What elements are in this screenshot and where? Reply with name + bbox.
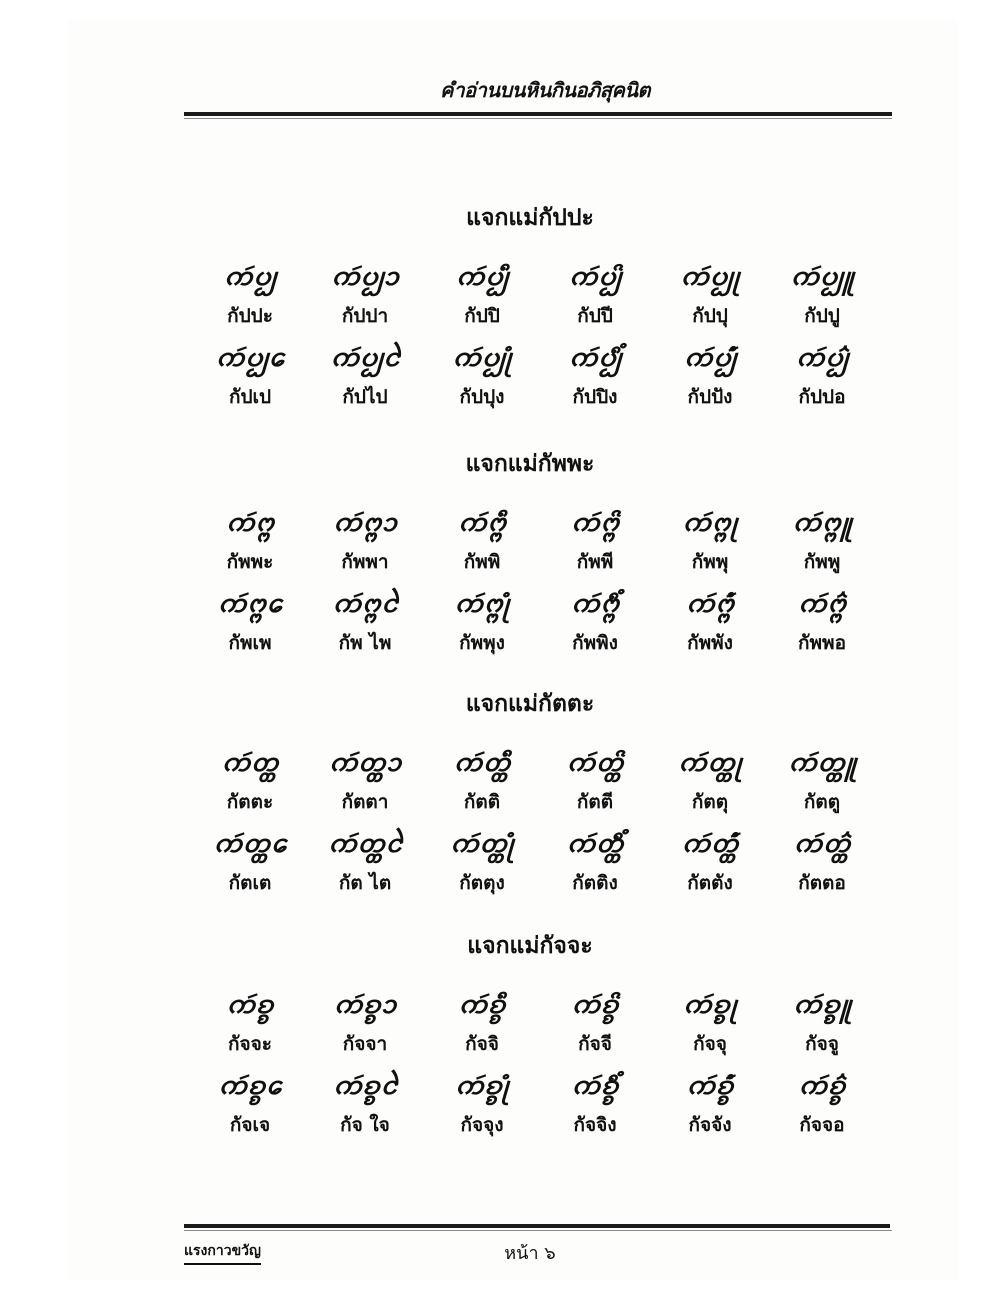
page-number: หน้า ๖	[504, 1243, 556, 1264]
syllable-cell	[660, 501, 760, 581]
tai-tham-script: ᨠᩢᨻ᩠ᨻᩩᩴ	[454, 589, 510, 618]
syllable-cell	[200, 255, 300, 335]
thai-transliteration: กัตตู	[803, 791, 841, 813]
tai-tham-script: ᨠᩢᨧ᩠ᨧᩳ	[798, 1071, 846, 1100]
thai-transliteration: กัตตี	[576, 791, 614, 813]
thai-transliteration: กัพพัง	[687, 632, 733, 654]
tai-tham-script: ᨠᩢᨻ᩠ᨻᩪ	[792, 508, 852, 537]
thai-transliteration: กัปปิง	[572, 386, 618, 408]
thai-transliteration: กัปปุง	[459, 386, 505, 408]
tai-tham-script: ᨠᩢᨷ᩠ᨷᩱ	[330, 343, 400, 372]
syllable-cell	[432, 822, 532, 902]
syllable-cell	[660, 983, 760, 1063]
tai-tham-script: ᨠᩢᨧ᩠ᨧ	[226, 990, 274, 1019]
thai-transliteration: กัพพา	[341, 551, 389, 573]
syllable-cell	[772, 255, 872, 335]
syllable-cell	[545, 983, 645, 1063]
syllable-row	[200, 741, 880, 821]
thai-transliteration: กัปปี	[577, 305, 613, 327]
syllable-cell	[772, 582, 872, 662]
syllable-cell	[660, 255, 760, 335]
syllable-cell	[315, 336, 415, 416]
thai-transliteration: กัปปิ	[464, 305, 500, 327]
tai-tham-script: ᨠᩢᨻ᩠ᨻᩳ	[797, 589, 847, 618]
syllable-cell	[200, 1064, 300, 1144]
syllable-row	[200, 822, 880, 902]
thai-transliteration: กัจเจ	[229, 1114, 271, 1136]
syllable-cell	[545, 822, 645, 902]
tai-tham-script: ᨠᩢᨻ᩠ᨻᩦ	[570, 508, 620, 537]
tai-tham-script: ᨠᩢᨲ᩠ᨲᩳ	[793, 829, 851, 858]
tai-tham-script: ᨠᩢᨲ᩠ᨲᩩ	[677, 748, 743, 777]
section-title: แจกแม่กัพพะ	[465, 451, 595, 477]
section-title: แจกแม่กัปปะ	[466, 205, 594, 231]
syllable-cell	[432, 336, 532, 416]
syllable-cell	[315, 1064, 415, 1144]
syllable-cell	[772, 822, 872, 902]
thai-transliteration: กัปปุ	[692, 305, 728, 327]
tai-tham-script: ᨠᩢᨲ᩠ᨲ	[221, 748, 279, 777]
thai-transliteration: กัพพี	[576, 551, 614, 573]
thai-transliteration: กัจจุ	[693, 1033, 727, 1055]
syllable-cell	[545, 501, 645, 581]
syllable-cell	[772, 983, 872, 1063]
tai-tham-script: ᨠᩢᨲ᩠ᨲᩢᩴ	[681, 829, 739, 858]
syllable-cell	[545, 336, 645, 416]
thai-transliteration: กัตติง	[572, 872, 618, 894]
footer-rule	[184, 1224, 890, 1228]
syllable-cell	[200, 822, 300, 902]
syllable-cell	[432, 501, 532, 581]
thai-transliteration: กัตตะ	[226, 791, 274, 813]
tai-tham-script: ᨠᩢᨧ᩠ᨧᩦ	[571, 990, 619, 1019]
syllable-cell	[315, 822, 415, 902]
syllable-cell	[315, 501, 415, 581]
tai-tham-script: ᨠᩢᨲ᩠ᨲᩮ	[213, 829, 287, 858]
syllable-cell	[315, 983, 415, 1063]
syllable-cell	[772, 336, 872, 416]
tai-tham-script: ᨠᩢᨧ᩠ᨧᩩᩴ	[454, 1071, 510, 1100]
syllable-cell	[545, 582, 645, 662]
syllable-cell	[200, 741, 300, 821]
thai-transliteration: กัพพู	[803, 551, 841, 573]
thai-transliteration: กัพพิ	[463, 551, 501, 573]
thai-transliteration: กัพพุง	[459, 632, 505, 654]
syllable-cell	[660, 822, 760, 902]
syllable-row	[200, 582, 880, 662]
thai-transliteration: กัจจา	[342, 1033, 388, 1055]
tai-tham-script: ᨠᩢᨻ᩠ᨻ	[225, 508, 275, 537]
tai-tham-script: ᨠᩢᨷ᩠ᨷᩣ	[330, 262, 400, 291]
header-rule	[184, 112, 892, 116]
thai-transliteration: กัปปู	[804, 305, 840, 327]
syllable-cell	[432, 1064, 532, 1144]
tai-tham-script: ᨠᩢᨷ᩠ᨷᩥᩴ	[568, 343, 622, 372]
syllable-cell	[432, 582, 532, 662]
thai-transliteration: กัจจู	[805, 1033, 839, 1055]
thai-transliteration: กัตตัง	[687, 872, 733, 894]
syllable-row	[200, 983, 880, 1063]
thai-transliteration: กัจ ใจ	[340, 1114, 390, 1136]
thai-transliteration: กัจจอ	[799, 1114, 845, 1136]
thai-transliteration: กัตตุ	[691, 791, 729, 813]
header-title: คำอ่านบนหินกินอภิสุคนิต	[440, 78, 650, 102]
thai-transliteration: กัพพิง	[572, 632, 618, 654]
thai-transliteration: กัปไป	[342, 386, 388, 408]
thai-transliteration: กัพเพ	[228, 632, 272, 654]
tai-tham-script: ᨠᩢᨧ᩠ᨧᩣ	[333, 990, 397, 1019]
thai-transliteration: กัจจิ	[465, 1033, 499, 1055]
thai-transliteration: กัพพอ	[798, 632, 846, 654]
syllable-cell	[432, 255, 532, 335]
syllable-cell	[545, 741, 645, 821]
tai-tham-script: ᨠᩢᨻ᩠ᨻᩥᩴ	[570, 589, 620, 618]
thai-transliteration: กัจจี	[578, 1033, 612, 1055]
tai-tham-script: ᨠᩢᨷ᩠ᨷᩩᩴ	[452, 343, 512, 372]
tai-tham-script: ᨠᩢᨻ᩠ᨻᩩ	[682, 508, 738, 537]
syllable-cell	[200, 336, 300, 416]
tai-tham-script: ᨠᩢᨲ᩠ᨲᩥᩴ	[566, 829, 624, 858]
tai-tham-script: ᨠᩢᨷ᩠ᨷᩮ	[215, 343, 285, 372]
tai-tham-script: ᨠᩢᨷ᩠ᨷᩦ	[568, 262, 622, 291]
thai-transliteration: กัปปะ	[227, 305, 273, 327]
thai-transliteration: กัตติ	[463, 791, 501, 813]
thai-transliteration: กัตตา	[341, 791, 389, 813]
syllable-cell	[315, 582, 415, 662]
syllable-cell	[200, 582, 300, 662]
tai-tham-script: ᨠᩢᨲ᩠ᨲᩪ	[787, 748, 857, 777]
thai-transliteration: กัจจิง	[573, 1114, 617, 1136]
tai-tham-script: ᨠᩢᨲ᩠ᨲᩱ	[327, 829, 403, 858]
syllable-cell	[772, 741, 872, 821]
tai-tham-script: ᨠᩢᨻ᩠ᨻᩥ	[457, 508, 507, 537]
tai-tham-script: ᨠᩢᨧ᩠ᨧᩮ	[218, 1071, 282, 1100]
thai-transliteration: กัพพะ	[226, 551, 274, 573]
thai-transliteration: กัต ไต	[338, 872, 392, 894]
thai-transliteration: กัปปัง	[687, 386, 733, 408]
thai-transliteration: กัปเป	[228, 386, 272, 408]
thai-transliteration: กัพ ไพ	[338, 632, 392, 654]
tai-tham-script: ᨠᩢᨧ᩠ᨧᩥ	[458, 990, 506, 1019]
tai-tham-script: ᨠᩢᨧ᩠ᨧᩢᩴ	[686, 1071, 734, 1100]
syllable-cell	[772, 1064, 872, 1144]
tai-tham-script: ᨠᩢᨧ᩠ᨧᩥᩴ	[571, 1071, 619, 1100]
syllable-cell	[200, 501, 300, 581]
section-title: แจกแม่กัตตะ	[465, 691, 595, 717]
footer-logo: แรงกาวขวัญ	[184, 1240, 261, 1265]
thai-transliteration: กัปปอ	[798, 386, 846, 408]
syllable-cell	[432, 741, 532, 821]
syllable-cell	[200, 983, 300, 1063]
thai-transliteration: กัตเต	[228, 872, 272, 894]
syllable-cell	[660, 336, 760, 416]
tai-tham-script: ᨠᩢᨧ᩠ᨧᩱ	[332, 1071, 398, 1100]
tai-tham-script: ᨠᩢᨲ᩠ᨲᩦ	[566, 748, 624, 777]
tai-tham-script: ᨠᩢᨷ᩠ᨷ	[223, 262, 277, 291]
syllable-cell	[660, 582, 760, 662]
tai-tham-script: ᨠᩢᨻ᩠ᨻᩢᩴ	[685, 589, 735, 618]
footer-rule-thin	[184, 1230, 892, 1231]
tai-tham-script: ᨠᩢᨧ᩠ᨧᩪ	[792, 990, 852, 1019]
syllable-cell	[545, 1064, 645, 1144]
tai-tham-script: ᨠᩢᨲ᩠ᨲᩥ	[453, 748, 511, 777]
tai-tham-script: ᨠᩢᨲ᩠ᨲᩣ	[328, 748, 402, 777]
thai-transliteration: กัจจัง	[688, 1114, 732, 1136]
syllable-row	[200, 501, 880, 581]
syllable-cell	[660, 1064, 760, 1144]
thai-transliteration: กัจจะ	[228, 1033, 272, 1055]
thai-transliteration: กัปปา	[341, 305, 389, 327]
syllable-cell	[772, 501, 872, 581]
syllable-row	[200, 255, 880, 335]
thai-transliteration: กัตตอ	[798, 872, 846, 894]
syllable-row	[200, 336, 880, 416]
tai-tham-script: ᨠᩢᨻ᩠ᨻᩣ	[332, 508, 398, 537]
tai-tham-script: ᨠᩢᨷ᩠ᨷᩳ	[795, 343, 849, 372]
syllable-cell	[315, 255, 415, 335]
thai-transliteration: กัจจุง	[460, 1114, 504, 1136]
tai-tham-script: ᨠᩢᨲ᩠ᨲᩩᩴ	[449, 829, 515, 858]
tai-tham-script: ᨠᩢᨻ᩠ᨻᩮ	[217, 589, 283, 618]
header-rule-thin	[184, 118, 892, 119]
tai-tham-script: ᨠᩢᨧ᩠ᨧᩩ	[682, 990, 738, 1019]
section-title: แจกแม่กัจจะ	[467, 933, 593, 959]
thai-transliteration: กัตตุง	[459, 872, 505, 894]
syllable-cell	[660, 741, 760, 821]
syllable-cell	[545, 255, 645, 335]
syllable-cell	[432, 983, 532, 1063]
syllable-cell	[315, 741, 415, 821]
syllable-row	[200, 1064, 880, 1144]
tai-tham-script: ᨠᩢᨷ᩠ᨷᩪ	[790, 262, 854, 291]
thai-transliteration: กัพพุ	[691, 551, 729, 573]
tai-tham-script: ᨠᩢᨷ᩠ᨷᩥ	[455, 262, 509, 291]
tai-tham-script: ᨠᩢᨷ᩠ᨷᩢᩴ	[683, 343, 737, 372]
tai-tham-script: ᨠᩢᨻ᩠ᨻᩱ	[332, 589, 398, 618]
tai-tham-script: ᨠᩢᨷ᩠ᨷᩩ	[680, 262, 740, 291]
